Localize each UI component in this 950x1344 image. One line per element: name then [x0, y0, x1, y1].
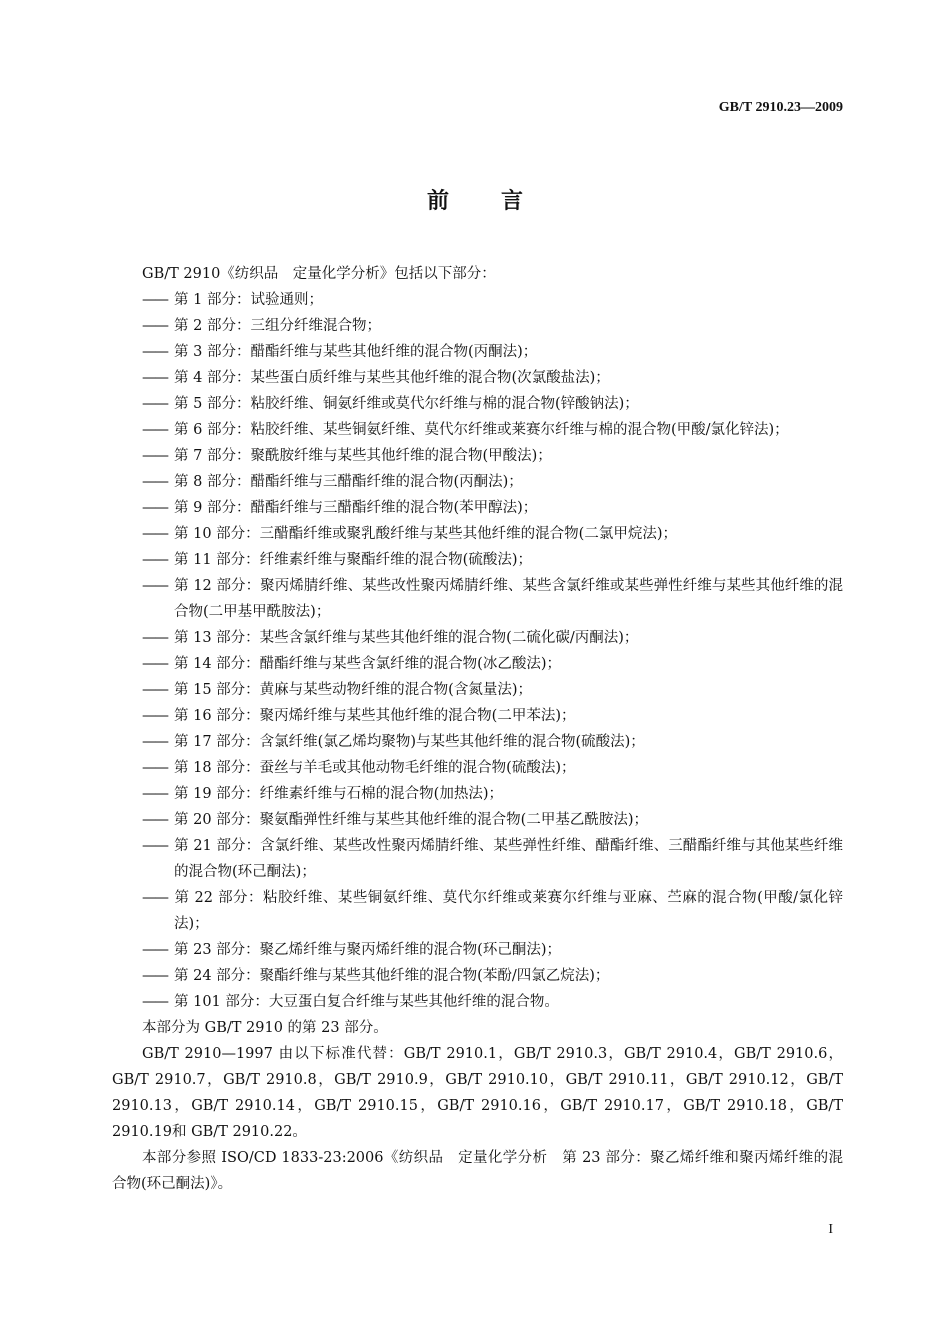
- dash-marker: ——: [142, 942, 167, 958]
- dash-marker: ——: [142, 838, 167, 854]
- list-item: [112, 469, 843, 495]
- replacement-paragraph: GB/T 2910—1997 由以下标准代替：GB/T 2910.1，GB/T 2910.3，GB/T 2910.4，GB/T 2910.6，GB/T 2910.7，GB/T 2910.8，GB/T 2910.9，GB/T 2910.10，GB/T 2910.11，GB/T 2910.12，GB/T 2910.13，GB/T 2910.14，GB/T 2910.15，GB/T 2910.16，GB/T 2910.17，GB/T 2910.18，GB/T 2910.19和 GB/T 2910.22。: [112, 1046, 843, 1140]
- dash-marker: ——: [142, 578, 167, 594]
- dash-marker: ——: [142, 786, 167, 802]
- list-item: [112, 625, 843, 651]
- list-item-text: 第 14 部分：醋酯纤维与某些含氯纤维的混合物(冰乙酸法)；: [174, 656, 561, 672]
- parts-list: [112, 287, 843, 1015]
- dash-marker: ——: [142, 526, 167, 542]
- list-item-text: 第 21 部分：含氯纤维、某些改性聚丙烯腈纤维、某些弹性纤维、醋酯纤维、三醋酯纤维与其他某些纤维的混合物(环己酮法)；: [174, 838, 843, 880]
- document-body: [112, 261, 843, 1197]
- list-item-text: 第 24 部分：聚酯纤维与某些其他纤维的混合物(苯酚/四氯乙烷法)；: [174, 968, 610, 984]
- list-item-text: 第 13 部分：某些含氯纤维与某些其他纤维的混合物(二硫化碳/丙酮法)；: [174, 630, 639, 646]
- list-item-text: 第 23 部分：聚乙烯纤维与聚丙烯纤维的混合物(环己酮法)；: [174, 942, 561, 958]
- list-item-text: 第 6 部分：粘胶纤维、某些铜氨纤维、莫代尔纤维或莱赛尔纤维与棉的混合物(甲酸/氯化锌法)；: [174, 422, 789, 438]
- list-item: [112, 365, 843, 391]
- list-item: [112, 937, 843, 963]
- list-item: [112, 495, 843, 521]
- dash-marker: ——: [142, 370, 167, 386]
- list-item: [112, 703, 843, 729]
- list-item-text: 第 15 部分：黄麻与某些动物纤维的混合物(含氮量法)；: [174, 682, 532, 698]
- dash-marker: ——: [142, 318, 167, 334]
- list-item: [112, 651, 843, 677]
- reference-paragraph: 本部分参照 ISO/CD 1833-23:2006《纺织品 定量化学分析 第 23 部分：聚乙烯纤维和聚丙烯纤维的混合物(环己酮法)》。: [112, 1150, 843, 1192]
- list-item: [112, 391, 843, 417]
- list-item-text: 第 10 部分：三醋酯纤维或聚乳酸纤维与某些其他纤维的混合物(二氯甲烷法)；: [174, 526, 677, 542]
- list-item-text: 第 17 部分：含氯纤维(氯乙烯均聚物)与某些其他纤维的混合物(硫酸法)；: [174, 734, 645, 750]
- list-item-text: 第 4 部分：某些蛋白质纤维与某些其他纤维的混合物(次氯酸盐法)；: [174, 370, 610, 386]
- dash-marker: ——: [142, 500, 167, 516]
- list-item-text: 第 18 部分：蚕丝与羊毛或其他动物毛纤维的混合物(硫酸法)；: [174, 760, 576, 776]
- list-item: [112, 547, 843, 573]
- dash-marker: ——: [142, 396, 167, 412]
- page-title: 前言: [426, 188, 575, 214]
- dash-marker: ——: [142, 708, 167, 724]
- list-item: [112, 521, 843, 547]
- list-item-text: 第 20 部分：聚氨酯弹性纤维与某些其他纤维的混合物(二甲基乙酰胺法)；: [174, 812, 648, 828]
- dash-marker: ——: [142, 890, 167, 906]
- dash-marker: ——: [142, 474, 167, 490]
- list-item-text: 第 101 部分：大豆蛋白复合纤维与某些其他纤维的混合物。: [174, 994, 559, 1010]
- dash-marker: ——: [142, 292, 167, 308]
- list-item: [112, 313, 843, 339]
- list-item-text: 第 9 部分：醋酯纤维与三醋酯纤维的混合物(苯甲醇法)；: [174, 500, 538, 516]
- list-item-text: 第 11 部分：纤维素纤维与聚酯纤维的混合物(硫酸法)；: [174, 552, 532, 568]
- list-item-text: 第 1 部分：试验通则；: [174, 292, 323, 308]
- dash-marker: ——: [142, 994, 167, 1010]
- intro-paragraph: GB/T 2910《纺织品 定量化学分析》包括以下部分：: [142, 266, 496, 282]
- page-number: I: [828, 1222, 833, 1237]
- list-item: [112, 573, 843, 625]
- list-item: [112, 885, 843, 937]
- dash-marker: ——: [142, 552, 167, 568]
- dash-marker: ——: [142, 344, 167, 360]
- list-item: [112, 677, 843, 703]
- list-item-text: 第 12 部分：聚丙烯腈纤维、某些改性聚丙烯腈纤维、某些含氯纤维或某些弹性纤维与某些其他纤维的混合物(二甲基甲酰胺法)；: [174, 578, 843, 620]
- list-item-text: 第 5 部分：粘胶纤维、铜氨纤维或莫代尔纤维与棉的混合物(锌酸钠法)；: [174, 396, 639, 412]
- list-item: [112, 339, 843, 365]
- dash-marker: ——: [142, 812, 167, 828]
- list-item-text: 第 2 部分：三组分纤维混合物；: [174, 318, 381, 334]
- standard-number: GB/T 2910.23—2009: [718, 100, 843, 115]
- dash-marker: ——: [142, 422, 167, 438]
- list-item-text: 第 8 部分：醋酯纤维与三醋酯纤维的混合物(丙酮法)；: [174, 474, 523, 490]
- dash-marker: ——: [142, 448, 167, 464]
- dash-marker: ——: [142, 682, 167, 698]
- list-item-text: 第 3 部分：醋酯纤维与某些其他纤维的混合物(丙酮法)；: [174, 344, 538, 360]
- list-item: [112, 417, 843, 443]
- list-item-text: 第 16 部分：聚丙烯纤维与某些其他纤维的混合物(二甲苯法)；: [174, 708, 576, 724]
- list-item: [112, 807, 843, 833]
- list-item: [112, 755, 843, 781]
- dash-marker: ——: [142, 734, 167, 750]
- list-item: [112, 443, 843, 469]
- list-item: [112, 989, 843, 1015]
- list-item: [112, 833, 843, 885]
- dash-marker: ——: [142, 656, 167, 672]
- dash-marker: ——: [142, 630, 167, 646]
- list-item: [112, 287, 843, 313]
- list-item-text: 第 22 部分：粘胶纤维、某些铜氨纤维、莫代尔纤维或莱赛尔纤维与亚麻、苎麻的混合物(甲酸/氯化锌法)；: [174, 890, 843, 932]
- dash-marker: ——: [142, 968, 167, 984]
- dash-marker: ——: [142, 760, 167, 776]
- part-statement: 本部分为 GB/T 2910 的第 23 部分。: [142, 1020, 388, 1036]
- list-item-text: 第 7 部分：聚酰胺纤维与某些其他纤维的混合物(甲酸法)；: [174, 448, 552, 464]
- list-item: [112, 963, 843, 989]
- list-item: [112, 781, 843, 807]
- list-item-text: 第 19 部分：纤维素纤维与石棉的混合物(加热法)；: [174, 786, 503, 802]
- list-item: [112, 729, 843, 755]
